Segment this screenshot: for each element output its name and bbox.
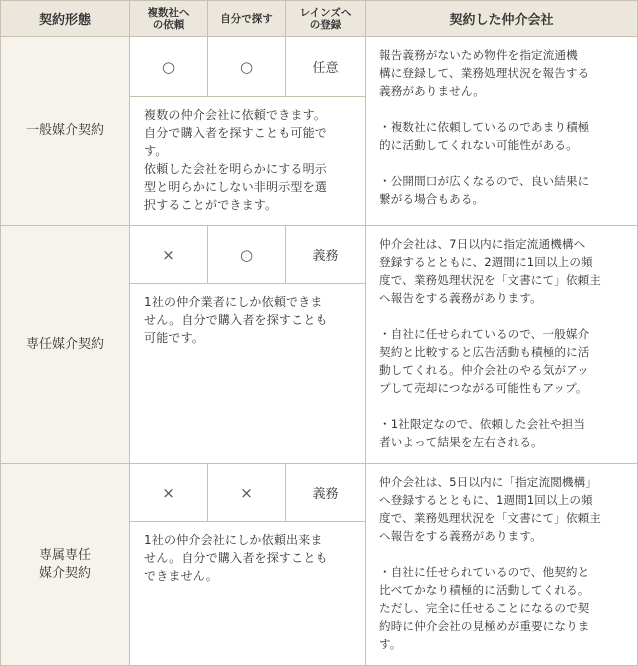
row-exclusive-description: 1社の仲介業者にしか依頼できま せん。自分で購入者を探すことも 可能です。 [130, 284, 366, 464]
row-exclusive-agent-notes: 仲介会社は、7日以内に指定流通機構へ 登録するとともに、2週間に1回以上の頻 度で、業務処理状況を「文書にて」依頼主 へ報告をする義務があります。 ・自社に任せられているので、一般媒介 契約と比較すると広告活動も積極的に活 動してくれる。仲介会社のやる気がアッ プして売却につながる可能性もアップ。 ・1社限定なので、依頼した会社や担当 者いよって結果を左右される。 [366, 226, 638, 464]
row-dedicated-description: 1社の仲介会社にしか依頼出来ま せん。自分で購入者を探すことも できません。 [130, 522, 366, 666]
header-multiple-request: 複数社へ の依頼 [130, 0, 208, 37]
header-contracted-agent: 契約した仲介会社 [366, 0, 638, 37]
row-general-self-search-mark: ○ [208, 37, 286, 97]
row-exclusive-self-search-mark: ○ [208, 226, 286, 284]
row-general-contract-type: 一般媒介契約 [0, 37, 130, 226]
row-dedicated-multiple-mark: × [130, 464, 208, 522]
header-contract-type: 契約形態 [0, 0, 130, 37]
row-dedicated-exclusive-contract-type: 専属専任 媒介契約 [0, 464, 130, 666]
row-exclusive-multiple-mark: × [130, 226, 208, 284]
row-general-reins-value: 任意 [286, 37, 366, 97]
header-self-search: 自分で探す [208, 0, 286, 37]
row-general-multiple-mark: ○ [130, 37, 208, 97]
row-dedicated-agent-notes: 仲介会社は、5日以内に「指定流閲機構」 へ登録するとともに、1週間1回以上の頻 度で、業務処理状況を「文書にて」依頼主 へ報告をする義務があります。 ・自社に任せられているので、他契約と 比べてかなり積極的に活動してくれる。 ただし、完全に任せることになるので契 約時に仲介会社の見極めが重要になりま す。 [366, 464, 638, 666]
row-exclusive-contract-type: 専任媒介契約 [0, 226, 130, 464]
row-general-agent-notes: 報告義務がないため物件を指定流通機 構に登録して、業務処理状況を報告する 義務がありません。 ・複数社に依頼しているのであまり積極 的に活動してくれない可能性がある。 ・公開間口が広くなるので、良い結果に 繋がる場合もある。 [366, 37, 638, 226]
header-reins-registration: レインズへ の登録 [286, 0, 366, 37]
row-dedicated-reins-value: 義務 [286, 464, 366, 522]
row-dedicated-self-search-mark: × [208, 464, 286, 522]
row-exclusive-reins-value: 義務 [286, 226, 366, 284]
row-general-description: 複数の仲介会社に依頼できます。 自分で購入者を探すことも可能で す。 依頼した会社を明らかにする明示 型と明らかにしない非明示型を選 択することができます。 [130, 97, 366, 226]
